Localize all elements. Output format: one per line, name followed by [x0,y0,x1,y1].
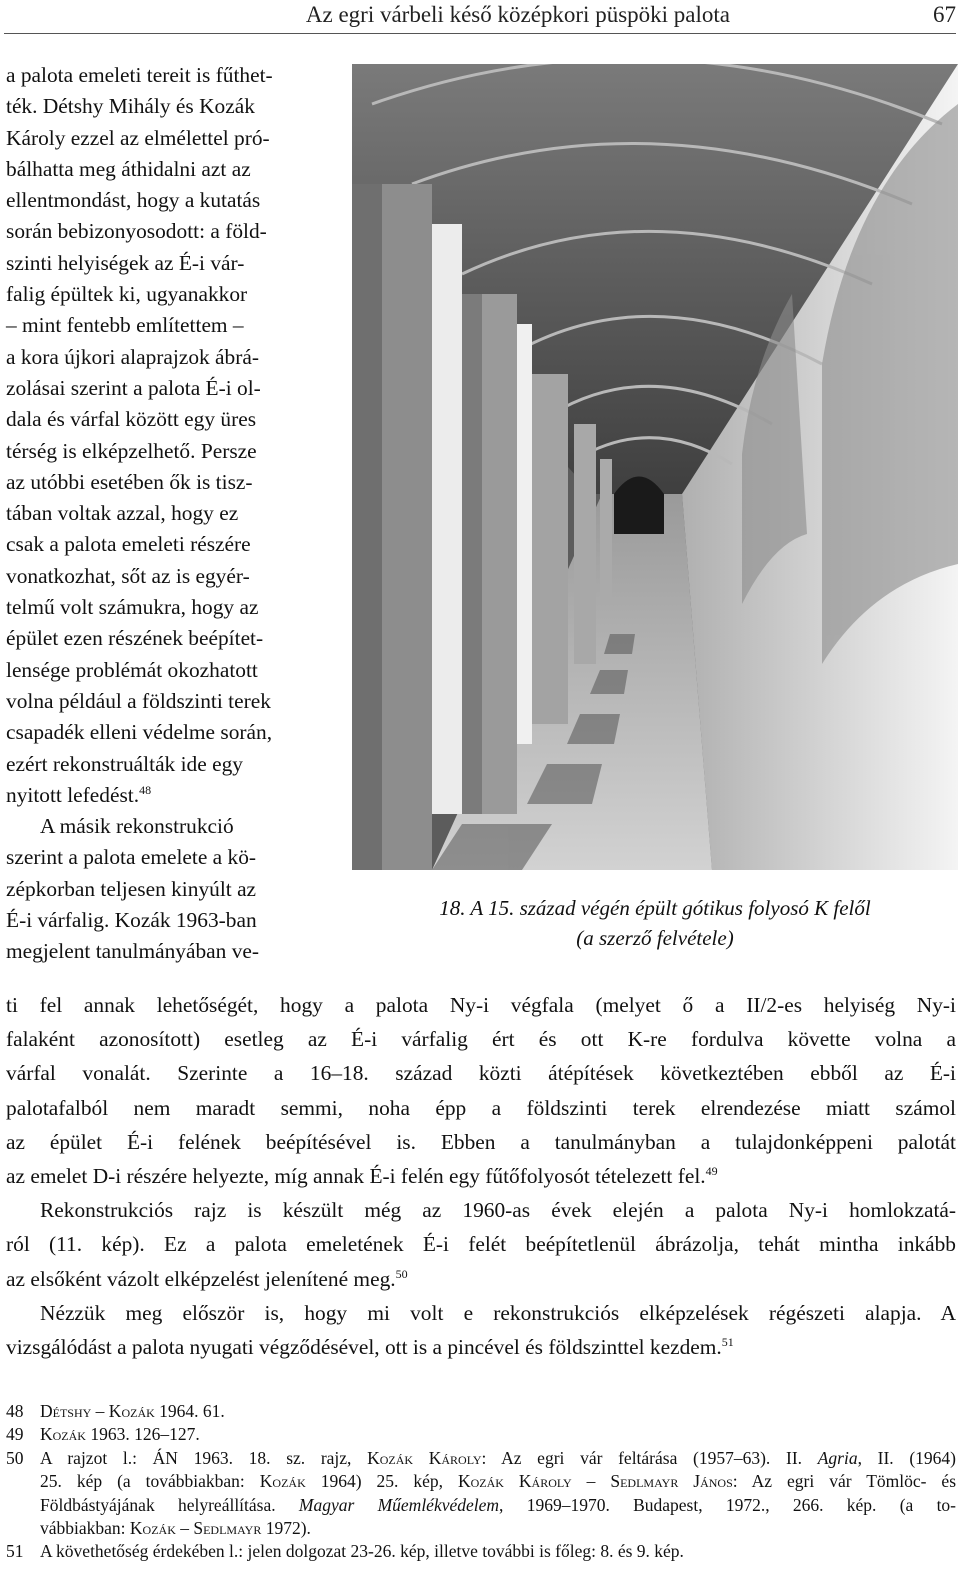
footnote-text: 1964. 61. [154,1401,225,1421]
text-line: során bebizonyosodott: a föld- [6,219,267,244]
footnote-ref-48[interactable]: 48 [139,782,152,797]
text-line: ról (11. kép). Ez a palota emeletének É-i felét beépítetlenül ábrázolja, tehát mintha inkább [6,1232,956,1257]
text-line: vonatkozhat, sőt az is egyér- [6,563,250,588]
running-header [0,0,960,34]
footnote-text: Földbástyájának helyreállítása. [40,1494,299,1515]
text-line: megjelent tanulmányában ve- [6,939,260,964]
text-line: várfal vonalát. Szerinte a 16–18. század közti átépítések következtében ebből az É-i [6,1061,956,1086]
text-line: falig épültek ki, ugyanakkor [6,282,248,307]
full-width-text [6,988,956,1364]
text-line [6,1330,956,1364]
footnote-number: 49 [6,1424,24,1445]
text-line: tában voltak azzal, hogy ez [6,501,239,526]
footnote-text: A rajzot l.: ÁN 1963. 18. sz. rajz, [40,1447,368,1468]
footnote-text: : Az egri vár feltárása (1957–63). II. [481,1447,818,1468]
text-fragment: vizsgálódást a palota nyugati végződésével, ott is a pincével és földszinttel kezdem. [6,1335,722,1360]
text-line: térség is elképzelhető. Persze [6,438,257,463]
footnote-text: : Az egri vár Tömlöc- és [732,1471,956,1492]
footnote-author: Kozák Károly [367,1447,482,1468]
running-title: Az egri várbeli késő középkori püspöki palota [305,2,730,27]
text-line: csapadék elleni védelme során, [6,720,273,745]
text-line: É-i várfalig. Kozák 1963-ban [6,908,257,933]
footnote-author: Kozák [40,1424,86,1445]
footnote-text: , II. (1964) [857,1447,956,1468]
text-line: az épület É-i felének beépítésével is. Ebben a tanulmányban a tulajdonképpeni palotát [6,1129,956,1154]
text-line: ték. Détshy Mihály és Kozák [6,94,255,119]
text-line [6,1159,956,1193]
text-line: zolásai szerint a palota É-i ol- [6,375,261,400]
text-line: – mint fentebb említettem – [6,313,244,338]
text-line: épület ezen részének beépítet- [6,626,264,651]
text-line: az utóbbi esetében ők is tisz- [6,469,253,494]
footnote-text: vábbiakban: [40,1518,130,1539]
footnote-51 [6,1540,956,1563]
footnote-ref-49[interactable]: 49 [705,1164,718,1179]
text-line: csak a palota emeleti részére [6,532,251,557]
footnote-number: 50 [6,1447,24,1468]
footnote-author: Kozák [259,1471,306,1492]
caption-line-1: 18. A 15. század végén épült gótikus folyosó K felől [439,896,871,920]
text-line: Nézzük meg először is, hogy mi volt e rekonstrukciós elképzelések régészeti alapja. A [40,1300,956,1325]
text-line: volna például a földszinti terek [6,688,271,713]
footnote-number: 48 [6,1401,24,1421]
text-line: dala és várfal között egy üres [6,407,257,432]
text-line: lensége problémát okozhatott [6,657,258,682]
text-line: Rekonstrukciós rajz is készült még az 1960-as évek elején a palota Ny-i homlokzatá- [40,1198,956,1223]
text-line: palotafalból nem maradt semmi, noha épp a földszinti terek elrendezése miatt számol [6,1095,956,1120]
footnote-49 [6,1423,956,1446]
text-line: telmű volt számukra, hogy az [6,595,259,620]
text-line: A másik rekonstrukció [40,814,234,839]
footnote-number: 51 [6,1541,24,1562]
text-line: ti fel annak lehetőségét, hogy a palota Ny-i végfala (melyet ő a II/2-es helyiség Ny-i [6,993,956,1017]
journal-title: Agria [817,1447,858,1468]
footnote-text: 1972). [261,1518,311,1539]
footnote-text: 25. kép (a továbbiakban: [40,1471,260,1492]
footnote-text: 1964) 25. kép, [305,1471,458,1492]
footnotes [6,1400,956,1564]
text-line: a palota emeleti tereit is fűthet- [6,63,273,87]
footnote-ref-50[interactable]: 50 [395,1266,408,1281]
text-line: a kora újkori alaprajzok ábrá- [6,344,259,369]
text-fragment: nyitott lefedést. [6,782,140,807]
figure-caption [352,893,958,953]
left-column-text [6,60,330,968]
footnote-text: 1963. 126–127. [85,1424,200,1445]
text-fragment: az elsőként vázolt elképzelést jelenítené meg. [6,1266,396,1291]
footnote-text: A követhetőség érdekében l.: jelen dolgozat 23-26. kép, illetve további is főleg: 8. és 9. kép. [40,1541,684,1562]
text-line: bálhatta meg áthidalni azt az [6,156,251,181]
text-line: szerint a palota emelete a kö- [6,845,257,870]
text-fragment: az emelet D-i részére helyezte, míg annak É-i felén egy fűtőfolyosót tételezett fel. [6,1164,706,1189]
text-line [6,1262,956,1296]
text-line: szinti helyiségek az É-i vár- [6,250,245,275]
text-line: falaként azonosított) esetleg az É-i várfalig ért és ott K-re fordulva követte volna a [6,1027,956,1052]
journal-title: Magyar Műemlékvédelem [298,1494,500,1515]
footnote-48 [6,1400,956,1423]
footnote-author: Kozák Károly – Sedlmayr János [457,1471,733,1492]
corridor-photo-image [352,64,958,870]
caption-line-2: (a szerző felvétele) [576,926,734,950]
page-number: 67 [933,2,956,27]
header-rule [4,33,956,34]
footnote-author: Détshy – Kozák [40,1401,155,1421]
text-line: ezért rekonstruálták ide egy [6,751,243,776]
footnote-ref-51[interactable]: 51 [721,1335,734,1350]
text-line: zépkorban teljesen kinyúlt az [6,876,257,901]
text-line [6,780,330,811]
footnote-50 [6,1447,956,1541]
gothic-corridor-photo [352,64,958,870]
footnote-text: , 1969–1970. Budapest, 1972., 266. kép. (a to- [499,1494,957,1515]
text-line: Károly ezzel az elmélettel pró- [6,125,270,150]
text-line: ellentmondást, hogy a kutatás [6,188,261,213]
footnote-author: Kozák – Sedlmayr [129,1518,262,1539]
